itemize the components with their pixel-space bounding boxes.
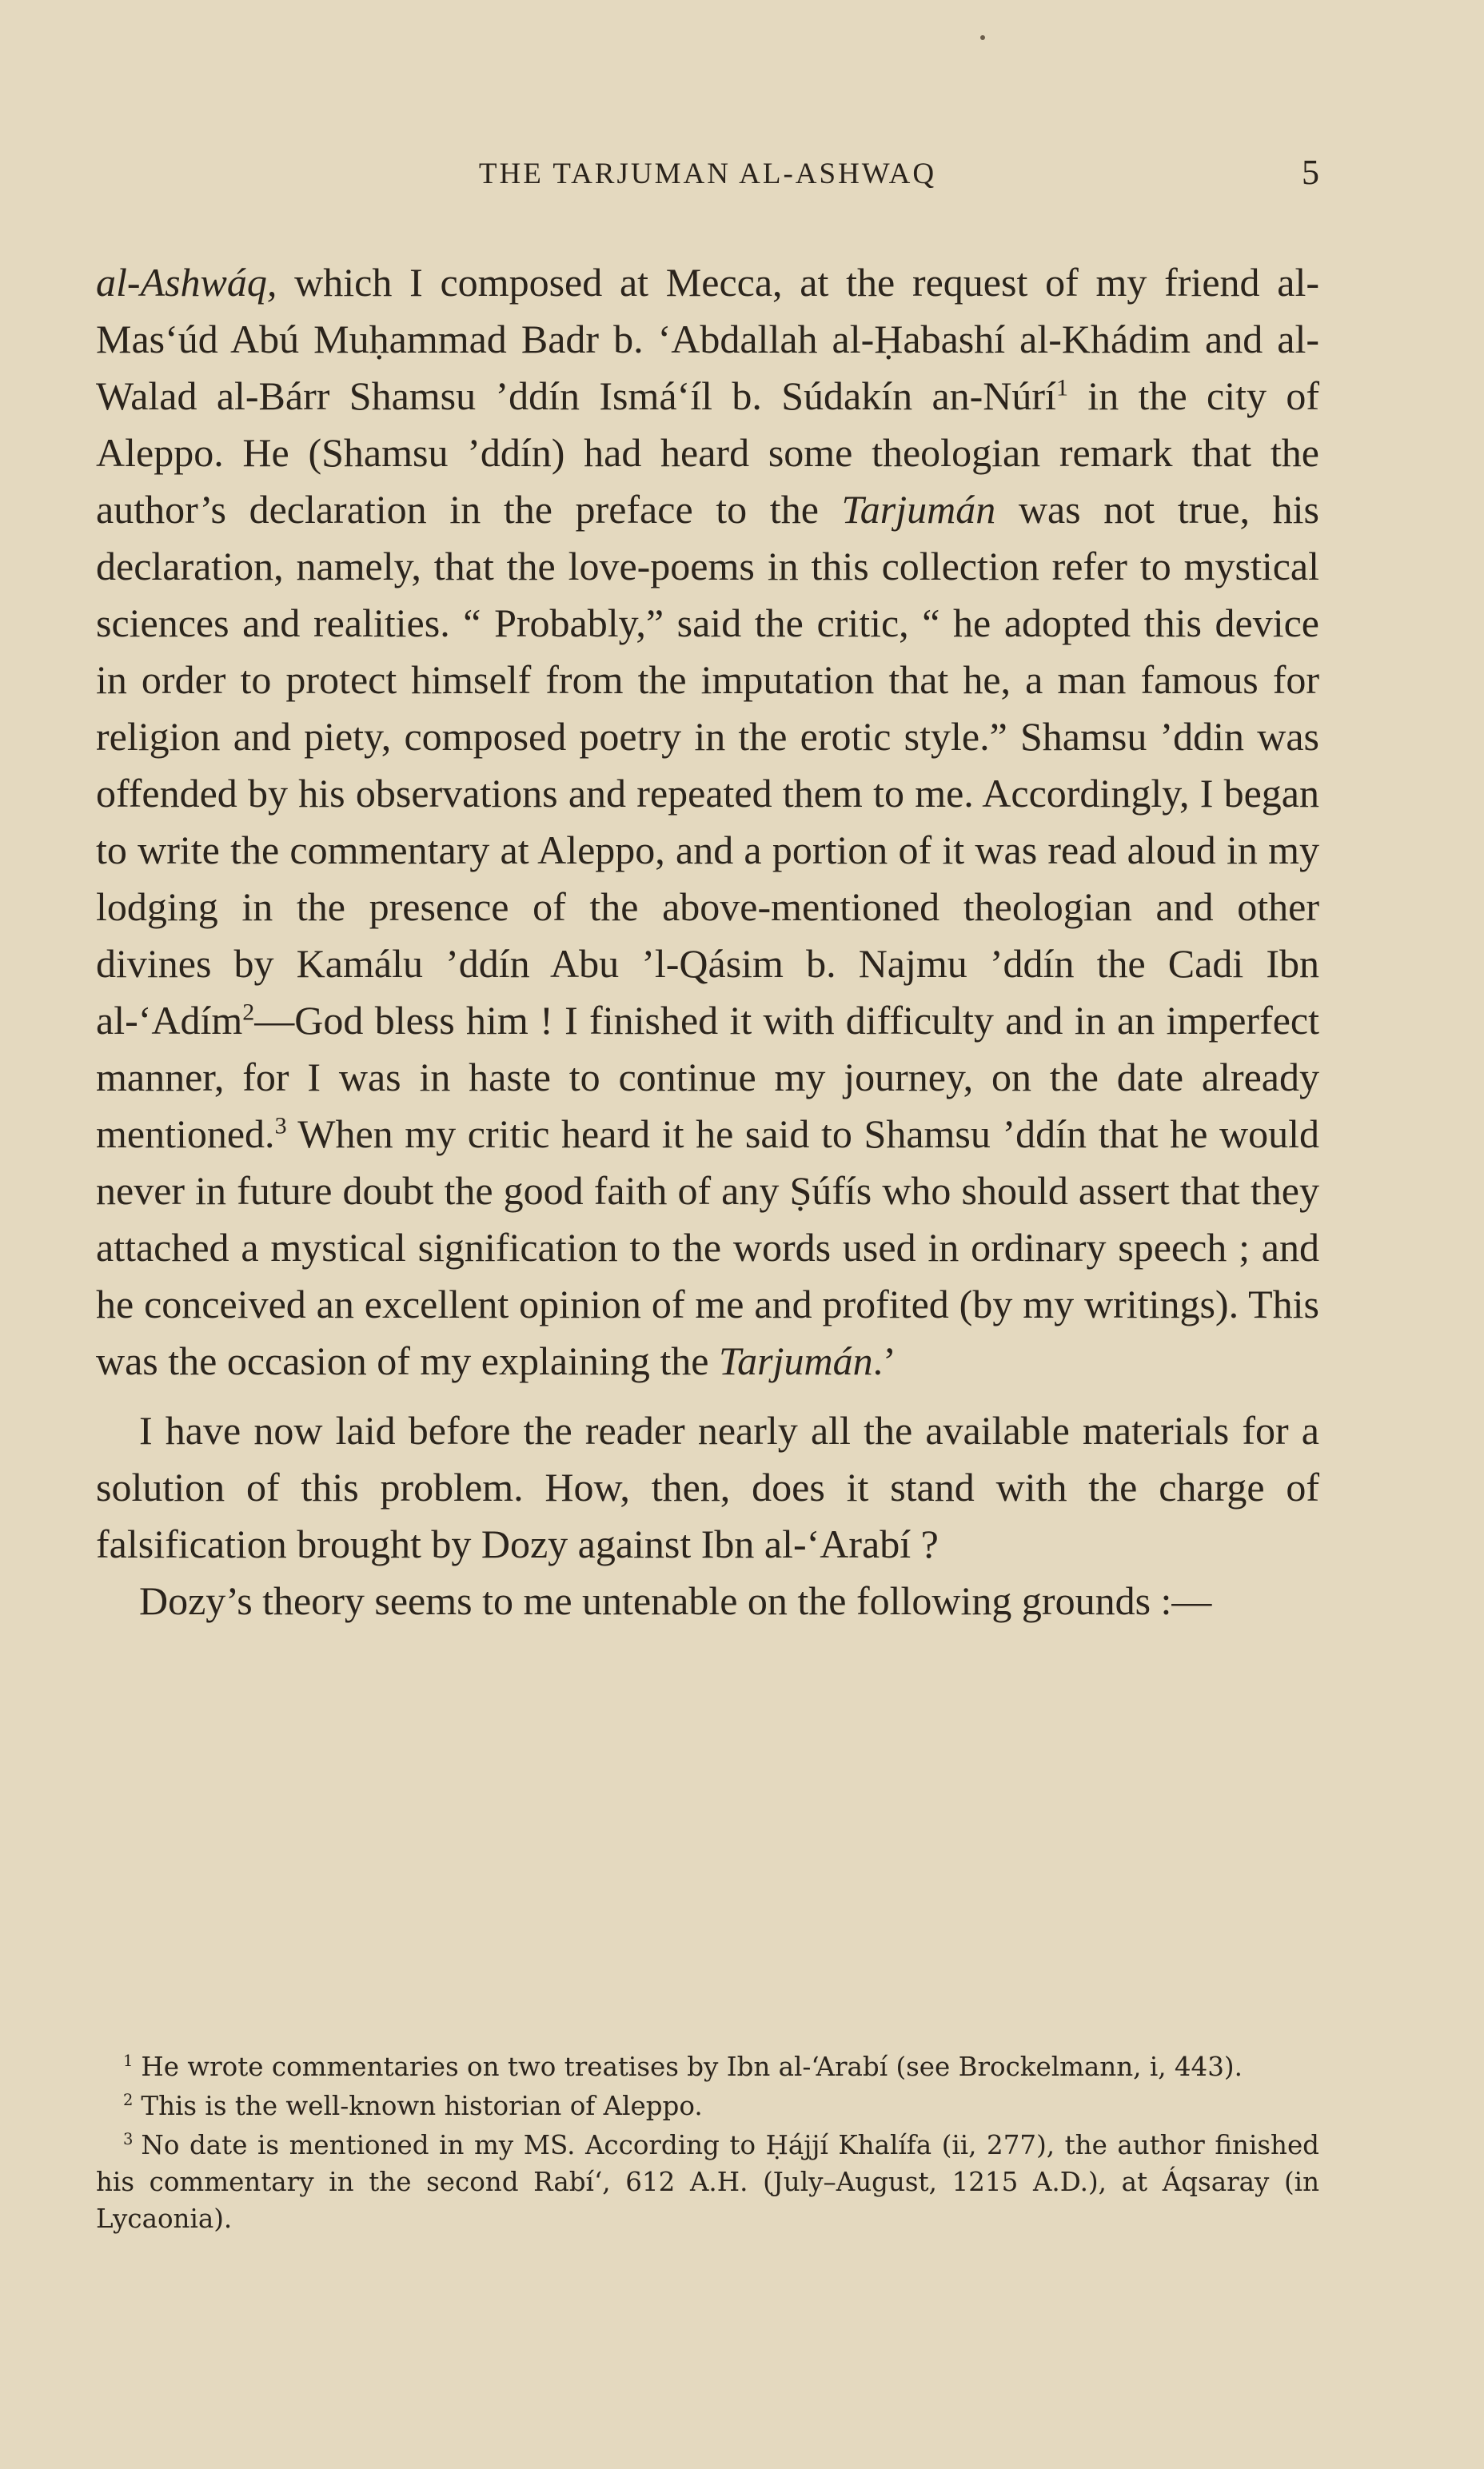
footnote-ref-2: 2 [242,999,255,1026]
footnote [96,2127,1319,2237]
italic-title: Tarjumán [718,1338,873,1383]
text-run: When my critic heard it he said to Shamsu ’ddín that he would never in future doubt the good faith of any Ṣúfís who should assert that they attached a mystical signification to the words used in ordinary speech ; and he conceived an excellent opinion of me and profited (by my writings). This was the occasion of my explaining the [96,1111,1319,1383]
page-number: 5 [1302,153,1319,192]
paper-speck [980,35,985,40]
footnote-ref-1: 1 [1055,374,1068,401]
italic-title: Tarjumán [841,487,996,532]
footnote-number: 3 [123,2130,134,2149]
footnote-number: 2 [123,2091,134,2110]
body-text [96,254,1319,1629]
footnote-text: No date is mentioned in my MS. According to Ḥájjí Khalífa (ii, 277), the author finished his commentary in the second Rabí‘, 612 A.H. (July–August, 1215 A.D.), at Áqsaray (in Lycaonia). [96,2130,1319,2234]
page-header [96,153,1319,205]
text-run: .’ [872,1338,896,1383]
paragraph-3: Dozy’s theory seems to me untenable on the following grounds :— [139,1578,1212,1623]
footnote [96,2088,1319,2124]
italic-title: al-Ashwáq, [96,260,277,305]
footnote-ref-3: 3 [274,1112,287,1139]
paragraph-1 [96,254,1319,1390]
text-run: in the city of Aleppo. He (Shamsu ’ddín) had heard some theologian remark that the author’s declaration in the preface to the [96,373,1319,532]
footnotes [96,2048,1319,2240]
footnote-text: He wrote commentaries on two treatises by Ibn al-‘Arabí (see Brockelmann, i, 443). [141,2052,1243,2082]
paragraph-2: I have now laid before the reader nearly all the available materials for a solution of this problem. How, then, does it stand with the charge of falsification brought by Dozy against Ibn al-‘Arabí ? [96,1408,1319,1566]
text-run: —God bless him ! I finished it with difficulty and in an imperfect manner, for I was in haste to continue my journey, on the date already mentioned. [96,998,1319,1156]
footnote [96,2048,1319,2085]
text-run: which I composed at Mecca, at the request of my friend al-Mas‘úd Abú Muḥammad Badr b. ‘Abdallah al-Ḥabashí al-Khádim and al-Walad al-Bárr Shamsu ’ddín Ismá‘íl b. Súdakín an-Núrí [96,260,1319,418]
running-title: THE TARJUMAN AL-ASHWAQ [478,158,937,190]
footnote-number: 1 [123,2052,134,2071]
text-run: was not true, his declaration, namely, that the love-poems in this collection refer to mystical sciences and realities. “ Probably,” said the critic, “ he adopted this device in order to protect himself from the imputation that he, a man famous for religion and piety, composed poetry in the erotic style.” Shamsu ’ddin was offended by his observations and repeated them to me. Accordingly, I began to write the commentary at Aleppo, and a portion of it was read aloud in my lodging in the presence of the above-mentioned theologian and other divines by Kamálu ’ddín Abu ’l-Qásim b. Najmu ’ddín the Cadi Ibn al-‘Adím [96,487,1320,1043]
footnote-text: This is the well-known historian of Aleppo. [141,2091,703,2121]
